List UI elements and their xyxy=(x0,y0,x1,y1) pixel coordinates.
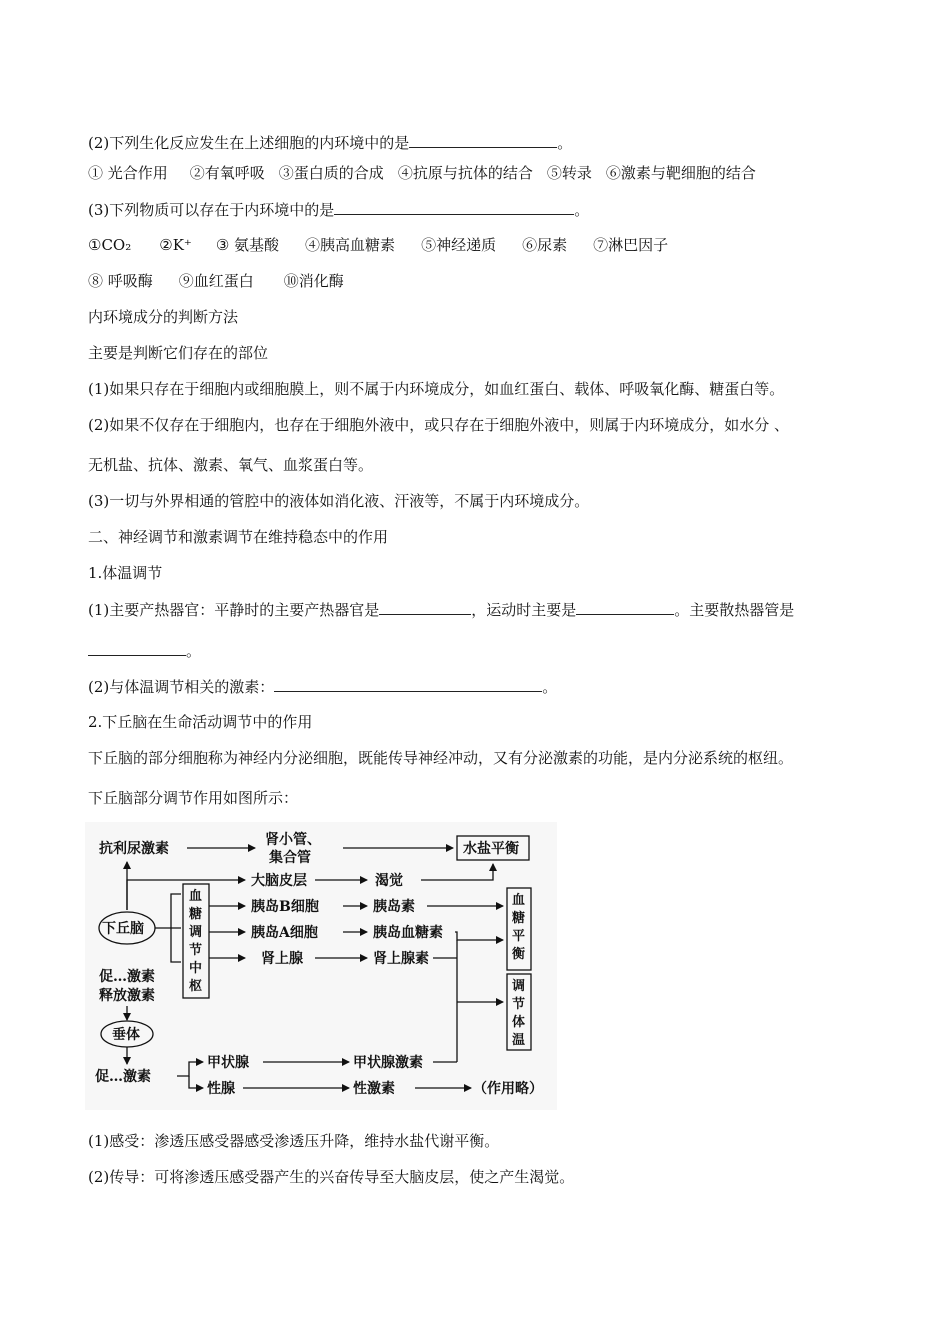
center-char: 枢 xyxy=(189,979,203,994)
temp-char: 体 xyxy=(512,1015,526,1030)
subsection-1-heading: 1.体温调节 xyxy=(88,564,163,582)
method-rule-2b: 无机盐、抗体、激素、氧气、血浆蛋白等。 xyxy=(88,456,374,474)
hypothalamus-paragraph: 下丘脑的部分细胞称为神经内分泌细胞，既能传导神经冲动，又有分泌激素的功能，是内分泌系统的枢纽。 xyxy=(88,749,794,767)
insulin-label: 胰岛素 xyxy=(373,899,415,915)
releasing-hormone-label-1: 促…激素 xyxy=(99,969,155,985)
figure-intro: 下丘脑部分调节作用如图所示： xyxy=(88,789,299,807)
temp-q1-blank-rest[interactable] xyxy=(379,599,471,615)
temp-q1-line: (1)主要产热器官：平静时的主要产热器官是 ，运动时主要是 。主要散热器管是 xyxy=(88,601,795,619)
q3-option: ③ 氨基酸 xyxy=(215,236,280,254)
adrenal-label: 肾上腺 xyxy=(261,951,303,967)
q3-option: ⑩消化酶 xyxy=(283,272,344,290)
temp-q1-continuation: 。 xyxy=(88,640,201,661)
q3-answer-blank[interactable] xyxy=(334,199,574,215)
q3-line: (3)下列物质可以存在于内环境中的是 。 xyxy=(88,201,590,219)
temp-char: 温 xyxy=(512,1033,526,1048)
method-rule-1: (1)如果只存在于细胞内或细胞膜上，则不属于内环境成分，如血红蛋白、载体、呼吸氧化酶、糖蛋白等。 xyxy=(88,380,785,398)
q3-option: ④胰高血糖素 xyxy=(305,236,396,254)
temp-char: 调 xyxy=(512,979,526,994)
q2-option: ④抗原与抗体的结合 xyxy=(397,164,533,182)
q3-option: ⑧ 呼吸酶 xyxy=(88,272,153,290)
method-rule-3: (3)一切与外界相通的管腔中的液体如消化液、汗液等，不属于内环境成分。 xyxy=(88,492,590,510)
temp-char: 节 xyxy=(512,997,526,1012)
kidney-label-1: 肾小管、 xyxy=(265,832,321,848)
thyroxine-label: 甲状腺激素 xyxy=(353,1055,423,1071)
temp-q1-blank-heat-loss[interactable] xyxy=(88,640,186,656)
q2-option: ⑤转录 xyxy=(546,164,592,182)
q2-answer-blank[interactable] xyxy=(409,132,557,148)
omitted-label: （作用略） xyxy=(473,1081,543,1097)
thyroid-label: 甲状腺 xyxy=(207,1055,249,1071)
thirst-label: 渴觉 xyxy=(375,873,403,889)
method-title: 内环境成分的判断方法 xyxy=(88,308,239,326)
balance-char: 衡 xyxy=(512,947,526,962)
b-cell-label: 胰岛B细胞 xyxy=(251,899,319,915)
q3-option: ①CO₂ xyxy=(88,236,132,254)
gonad-label: 性腺 xyxy=(207,1081,235,1097)
releasing-hormone-label-2: 释放激素 xyxy=(99,988,155,1004)
diagram-svg xyxy=(85,822,557,1110)
a-cell-label: 胰岛A细胞 xyxy=(251,925,318,941)
q2-line: (2)下列生化反应发生在上述细胞的内环境中的是 。 xyxy=(88,134,573,152)
sense-line: (1)感受：渗透压感受器感受渗透压升降，维持水盐代谢平衡。 xyxy=(88,1132,500,1150)
q3-option: ⑤神经递质 xyxy=(421,236,497,254)
balance-char: 平 xyxy=(512,929,526,944)
section-2-heading: 二、神经调节和激素调节在维持稳态中的作用 xyxy=(88,528,389,546)
cortex-label: 大脑皮层 xyxy=(251,873,307,889)
q3-option: ⑥尿素 xyxy=(522,236,568,254)
adh-label: 抗利尿激素 xyxy=(99,841,169,857)
temp-q2-blank[interactable] xyxy=(274,676,542,692)
q2-option: ②有氧呼吸 xyxy=(189,164,265,182)
temp-q2-line: (2)与体温调节相关的激素： 。 xyxy=(88,678,558,696)
q2-option: ⑥激素与靶细胞的结合 xyxy=(605,164,756,182)
method-rule-2a: (2)如果不仅存在于细胞内，也存在于细胞外液中，或只存在于细胞外液中，则属于内环境成分，如水分 、 xyxy=(88,416,790,434)
q2-options xyxy=(88,163,756,183)
kidney-label-2: 集合管 xyxy=(269,850,311,866)
balance-char: 糖 xyxy=(512,911,526,926)
q3-option: ⑨血红蛋白 xyxy=(178,272,254,290)
tropic-hormone-label: 促…激素 xyxy=(95,1069,151,1085)
adrenaline-label: 肾上腺素 xyxy=(373,951,429,967)
pituitary-label: 垂体 xyxy=(112,1027,140,1043)
q2-option: ① 光合作用 xyxy=(88,164,168,182)
center-char: 节 xyxy=(189,943,203,958)
hypothalamus-regulation-diagram xyxy=(85,822,557,1110)
center-char: 血 xyxy=(189,889,203,904)
conduct-line: (2)传导：可将渗透压感受器产生的兴奋传导至大脑皮层，使之产生渴觉。 xyxy=(88,1168,575,1186)
method-subtitle: 主要是判断它们存在的部位 xyxy=(88,344,269,362)
balance-char: 血 xyxy=(512,893,526,908)
q3-options-a xyxy=(88,235,668,255)
q3-option: ⑦淋巴因子 xyxy=(593,236,669,254)
hypothalamus-label: 下丘脑 xyxy=(102,921,144,937)
water-salt-balance-label: 水盐平衡 xyxy=(463,841,519,857)
q3-options-b xyxy=(88,271,344,291)
sex-hormone-label: 性激素 xyxy=(353,1081,395,1097)
q2-option: ③蛋白质的合成 xyxy=(278,164,384,182)
subsection-2-heading: 2.下丘脑在生命活动调节中的作用 xyxy=(88,713,313,731)
q3-option: ②K⁺ xyxy=(159,236,192,254)
center-char: 糖 xyxy=(189,907,203,922)
glucagon-label: 胰岛血糖素 xyxy=(373,925,443,941)
temp-q1-blank-exercise[interactable] xyxy=(576,599,674,615)
center-char: 调 xyxy=(189,925,203,940)
center-char: 中 xyxy=(189,961,203,976)
